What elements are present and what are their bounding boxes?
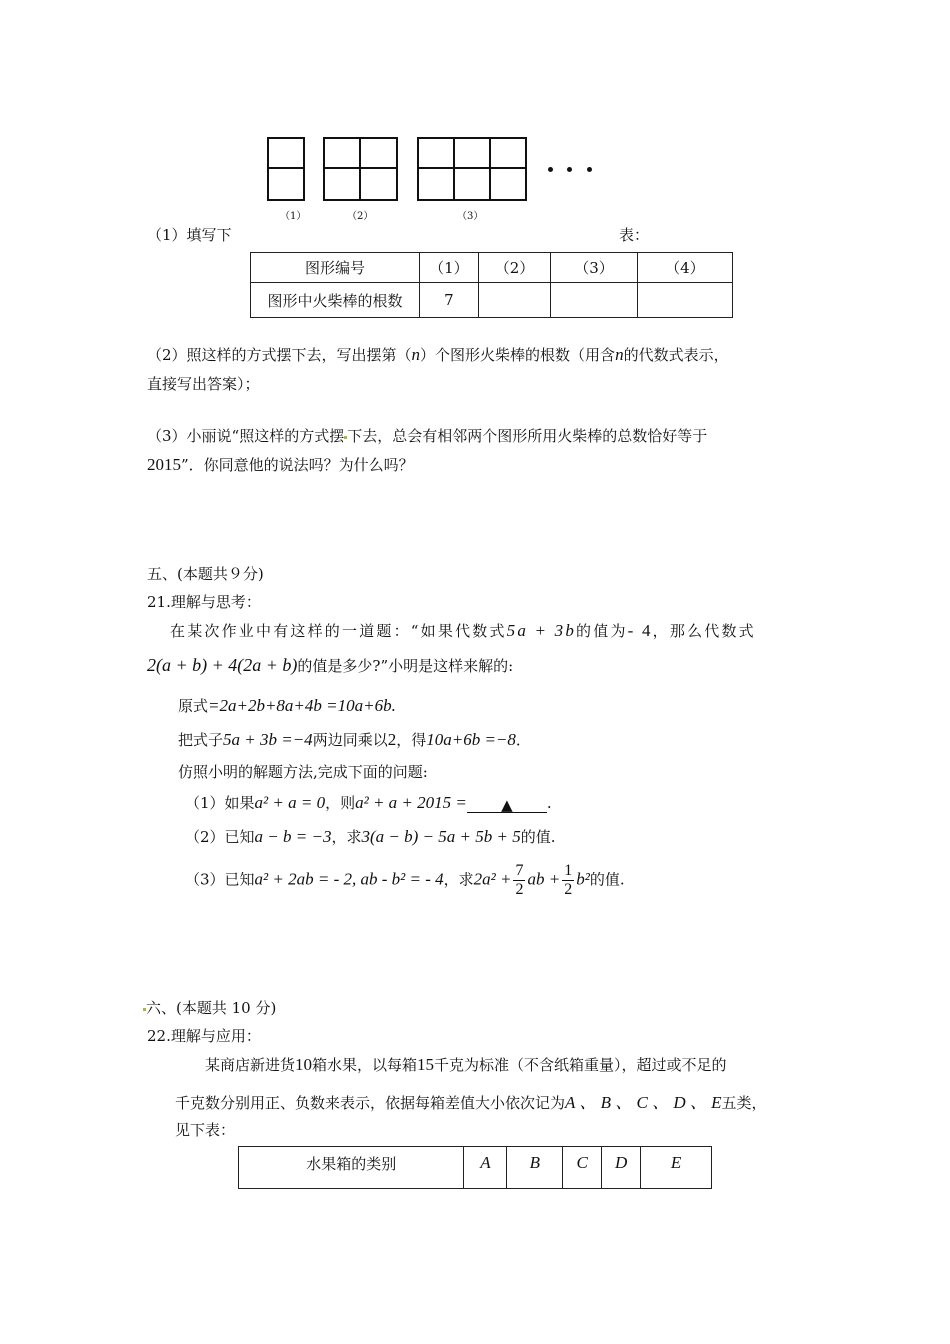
- table-header-cell: A: [464, 1147, 507, 1189]
- q21-solution-line1: [178, 695, 396, 716]
- q21-solution-line2: [178, 729, 531, 750]
- text: 在某次作业中有这样的一道题：“如果代数式: [170, 622, 507, 640]
- text: 下去，总会有相邻两个图形所用火柴棒的总数恰好等于: [347, 427, 708, 445]
- q21-imitate: 仿照小明的解题方法,完成下面的问题:: [178, 763, 428, 781]
- denominator: 2: [515, 881, 524, 898]
- expr: b²: [576, 869, 590, 889]
- matchstick-table: [250, 252, 733, 318]
- table-header-cell: C: [563, 1147, 602, 1189]
- number: 10: [295, 1055, 313, 1074]
- table-header-cell: （3）: [551, 253, 637, 283]
- table-cell: [637, 283, 732, 318]
- q21-intro-line2: [147, 655, 513, 676]
- text: 的值为: [576, 622, 628, 640]
- expr: a² + a = 0: [254, 793, 326, 812]
- text: ”．你同意他的说法吗？为什么吗？: [181, 456, 414, 474]
- text: 原式: [178, 697, 209, 715]
- expr: a − b = −3: [254, 827, 332, 846]
- section6-title: [143, 997, 276, 1018]
- text: 六、(本题共 10 分): [146, 999, 277, 1017]
- number-2015: 2015: [147, 455, 181, 474]
- text: （3）已知: [185, 870, 255, 889]
- q21-problem-1: [185, 792, 552, 813]
- expr: 2a² +: [473, 869, 512, 889]
- q20-part3-line2: [147, 454, 414, 475]
- section5-title: 五、(本题共９分): [147, 565, 264, 583]
- text: （1）如果: [185, 794, 255, 812]
- table-header-cell: B: [507, 1147, 563, 1189]
- expr: a² + a + 2015 =: [355, 793, 467, 812]
- q21-problem-2: [185, 826, 555, 847]
- text: 的值.: [520, 828, 556, 846]
- table-header-cell: D: [602, 1147, 641, 1189]
- q20-part1-prefix: （1）填写下: [147, 226, 232, 244]
- text: 把式子: [178, 731, 224, 749]
- table-cell: 图形中火柴棒的根数: [251, 283, 420, 318]
- text: ．: [515, 731, 531, 749]
- q21-title: 21.理解与思考：: [147, 593, 261, 611]
- q22-line2: [175, 1088, 767, 1113]
- var-n: n: [615, 345, 624, 364]
- q20-part2-line1: [147, 344, 729, 365]
- fraction-1-2: [562, 862, 574, 899]
- table-cell: [478, 283, 551, 318]
- text: （2）照这样的方式摆下去，写出摆第（: [147, 346, 412, 364]
- table-header-row: [251, 253, 733, 283]
- text: ，得: [396, 731, 427, 749]
- answer-blank: ▲: [467, 796, 547, 813]
- table-cell: 7: [419, 283, 478, 318]
- q22-title: 22.理解与应用：: [147, 1027, 261, 1045]
- q20-part3-line1: [147, 425, 707, 446]
- q20-part2-line2: 直接写出答案）；: [147, 375, 260, 393]
- fraction-7-2: [513, 862, 525, 899]
- text: 箱水果，以每箱: [312, 1056, 418, 1074]
- text: 某商店新进货: [205, 1056, 296, 1074]
- text: 的值是多少?”小明是这样来解的:: [297, 657, 514, 675]
- fruit-box-table: [238, 1146, 712, 1189]
- table-header-row: [239, 1147, 712, 1189]
- text: ，求: [443, 870, 474, 889]
- category-vars: A 、 B 、 C 、 D 、 E: [565, 1093, 722, 1112]
- q21-intro-line1: [170, 620, 756, 641]
- numerator: 1: [564, 862, 573, 879]
- var-n: n: [411, 345, 421, 364]
- expr: 5a + 3b: [506, 621, 577, 640]
- table-row: [251, 283, 733, 318]
- denominator: 2: [564, 881, 573, 898]
- text: 的代数式表示，: [623, 346, 729, 364]
- expr: 3(a − b) − 5a + 5b + 5: [361, 827, 521, 846]
- expr: 2(a + b) + 4(2a + b): [147, 655, 298, 675]
- expr: a² + 2ab = - 2, ab - b² = - 4: [254, 869, 444, 889]
- text: .: [546, 794, 552, 812]
- text: 五类，: [721, 1094, 767, 1112]
- value: - 4: [627, 621, 653, 640]
- q21-problem-3: [185, 862, 625, 899]
- text: 两边同乘以: [312, 731, 388, 749]
- q22-line3: 见下表：: [175, 1121, 236, 1139]
- figure-label-1: （1）: [280, 211, 307, 222]
- table-header-cell: 图形编号: [251, 253, 420, 283]
- table-header-cell: 水果箱的类别: [239, 1147, 464, 1189]
- q20-part1-suffix: 表：: [619, 226, 650, 244]
- text: ，则: [325, 794, 356, 812]
- expr: =2a+2b+8a+4b =10a+6b.: [208, 696, 396, 715]
- table-header-cell: （1）: [419, 253, 478, 283]
- text: 千克为标准（不含纸箱重量），超过或不足的: [434, 1056, 727, 1074]
- table-cell: [551, 283, 637, 318]
- text: 千克数分别用正、负数来表示，依据每箱差值大小依次记为: [175, 1094, 566, 1112]
- expr: 10a+6b =−8: [426, 730, 516, 749]
- numerator: 7: [515, 862, 524, 879]
- value: 2: [387, 730, 397, 749]
- text: ，求: [331, 828, 362, 846]
- expr: ab +: [527, 869, 561, 889]
- q22-line1: [205, 1054, 727, 1075]
- number: 15: [417, 1055, 435, 1074]
- expr: 5a + 3b =−4: [223, 730, 313, 749]
- table-header-cell: （2）: [478, 253, 551, 283]
- table-header-cell: E: [641, 1147, 712, 1189]
- text: ，那么代数式: [652, 622, 756, 640]
- figure-label-3: （3）: [457, 211, 484, 222]
- text: 的值.: [589, 870, 625, 889]
- text: （3）小丽说“照这样的方式摆: [147, 427, 345, 445]
- text: （2）已知: [185, 828, 255, 846]
- text: ）个图形火柴棒的根数（用含: [420, 346, 616, 364]
- figure-label-2: （2）: [347, 211, 374, 222]
- table-header-cell: （4）: [637, 253, 732, 283]
